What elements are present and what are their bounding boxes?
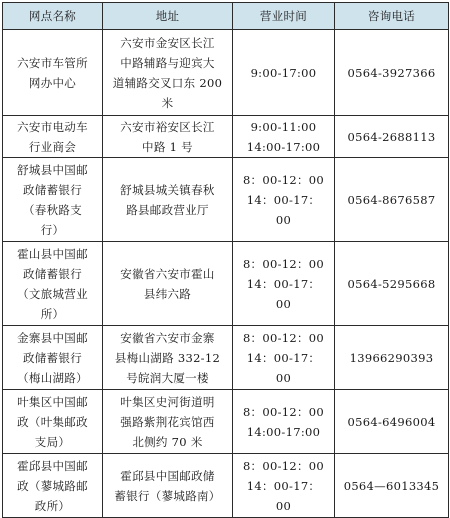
cell-phone: 0564—6013345 (335, 454, 449, 518)
cell-hours-line: 9:00-11:00 (250, 119, 317, 134)
cell-hours (233, 242, 335, 326)
table-header-row (3, 3, 449, 30)
cell-hours-line: 14:00-17:00 (246, 139, 321, 154)
cell-name-line: 行） (40, 222, 65, 237)
cell-name-line: 政储蓄银行 (23, 182, 82, 197)
cell-phone: 0564-6496004 (335, 390, 449, 454)
cell-hours-line: 8：00-12：00 (242, 330, 325, 345)
cell-address-line: 米 (161, 95, 174, 110)
table-row (3, 242, 449, 326)
cell-address-line: 道辅路交叉口东 200 (112, 75, 223, 90)
cell-name-line: 叶集区中国邮 (17, 394, 88, 409)
cell-address-line: 安徽省六安市金寨 (120, 330, 215, 345)
cell-name-line: 支局） (34, 434, 71, 449)
header-address: 地址 (103, 3, 233, 30)
cell-address-line: 蓄银行（蓼城路南） (114, 488, 221, 503)
cell-name-line: 政储蓄银行 (23, 350, 82, 365)
cell-hours-line: 14:00-17:00 (246, 424, 321, 439)
cell-hours-line: 9:00-17:00 (250, 65, 317, 80)
cell-name-line: 霍山县中国邮 (17, 246, 88, 261)
cell-hours-line: 14：00-17： (246, 478, 321, 493)
cell-name-line: 政（叶集邮政 (17, 414, 88, 429)
cell-address-line: 六安市裕安区长江 (120, 119, 215, 134)
cell-hours (233, 158, 335, 242)
cell-address (103, 390, 233, 454)
table-row (3, 454, 449, 518)
cell-address-line: 叶集区史河街道明 (120, 394, 215, 409)
cell-address (103, 326, 233, 390)
cell-address-line: 强路紫荆花宾馆西 (120, 414, 215, 429)
cell-phone: 13966290393 (335, 326, 449, 390)
cell-name (3, 326, 103, 390)
cell-name-line: （文旅城营业 (17, 286, 88, 301)
cell-hours-line: 00 (275, 212, 292, 227)
cell-address-line: 中路 1 号 (142, 139, 193, 154)
cell-name (3, 30, 103, 116)
cell-name (3, 242, 103, 326)
cell-phone: 0564-3927366 (335, 30, 449, 116)
cell-name-line: 所） (40, 306, 65, 321)
cell-name-line: 政储蓄银行 (23, 266, 82, 281)
cell-name-line: （春秋路支 (23, 202, 82, 217)
cell-address (103, 116, 233, 158)
cell-hours-line: 14：00-17： (246, 350, 321, 365)
table-row (3, 158, 449, 242)
service-points-table (2, 2, 449, 518)
cell-name-line: 六安市电动车 (17, 119, 88, 134)
cell-name-line: 舒城县中国邮 (17, 162, 88, 177)
table-row (3, 390, 449, 454)
cell-address-line: 六安市金安区长江 (120, 35, 215, 50)
cell-hours-line: 00 (275, 296, 292, 311)
header-phone: 咨询电话 (335, 3, 449, 30)
cell-hours-line: 00 (275, 498, 292, 513)
table-row (3, 116, 449, 158)
cell-address (103, 242, 233, 326)
cell-address-line: 霍邱县中国邮政储 (120, 468, 215, 483)
cell-hours-line: 00 (275, 370, 292, 385)
cell-name-line: 金寨县中国邮 (17, 330, 88, 345)
cell-address (103, 454, 233, 518)
cell-hours (233, 326, 335, 390)
cell-name (3, 116, 103, 158)
cell-hours-line: 14：00-17： (246, 192, 321, 207)
cell-address-line: 北侧约 70 米 (132, 434, 203, 449)
cell-hours-line: 8：00-12：00 (242, 458, 325, 473)
cell-name-line: 政（蓼城路邮 (17, 478, 88, 493)
cell-name (3, 158, 103, 242)
cell-address (103, 30, 233, 116)
cell-name-line: （梅山湖路） (17, 370, 88, 385)
table-row (3, 326, 449, 390)
cell-hours-line: 8：00-12：00 (242, 404, 325, 419)
cell-address-line: 安徽省六安市霍山 (120, 266, 215, 281)
cell-hours-line: 8：00-12：00 (242, 256, 325, 271)
cell-hours (233, 390, 335, 454)
cell-name (3, 454, 103, 518)
cell-hours (233, 454, 335, 518)
header-hours: 营业时间 (233, 3, 335, 30)
cell-name-line: 行业商会 (28, 139, 77, 154)
cell-address-line: 路县邮政营业厅 (126, 202, 209, 217)
cell-address-line: 县纬六路 (143, 286, 192, 301)
cell-hours-line: 14：00-17： (246, 276, 321, 291)
header-name: 网点名称 (3, 3, 103, 30)
cell-name-line: 网办中心 (28, 75, 77, 90)
cell-address-line: 中路辅路与迎宾大 (120, 55, 215, 70)
table-row (3, 30, 449, 116)
cell-address-line: 舒城县城关镇春秋 (120, 182, 215, 197)
cell-address-line: 号皖润大厦一楼 (126, 370, 209, 385)
cell-hours-line: 8：00-12：00 (242, 172, 325, 187)
cell-name (3, 390, 103, 454)
cell-name-line: 六安市车管所 (17, 55, 88, 70)
cell-address-line: 县梅山湖路 332-12 (114, 350, 221, 365)
cell-phone: 0564-2688113 (335, 116, 449, 158)
cell-hours (233, 116, 335, 158)
cell-phone: 0564-5295668 (335, 242, 449, 326)
cell-name-line: 政所） (34, 498, 71, 513)
cell-phone: 0564-8676587 (335, 158, 449, 242)
cell-hours (233, 30, 335, 116)
cell-address (103, 158, 233, 242)
cell-name-line: 霍邱县中国邮 (17, 458, 88, 473)
